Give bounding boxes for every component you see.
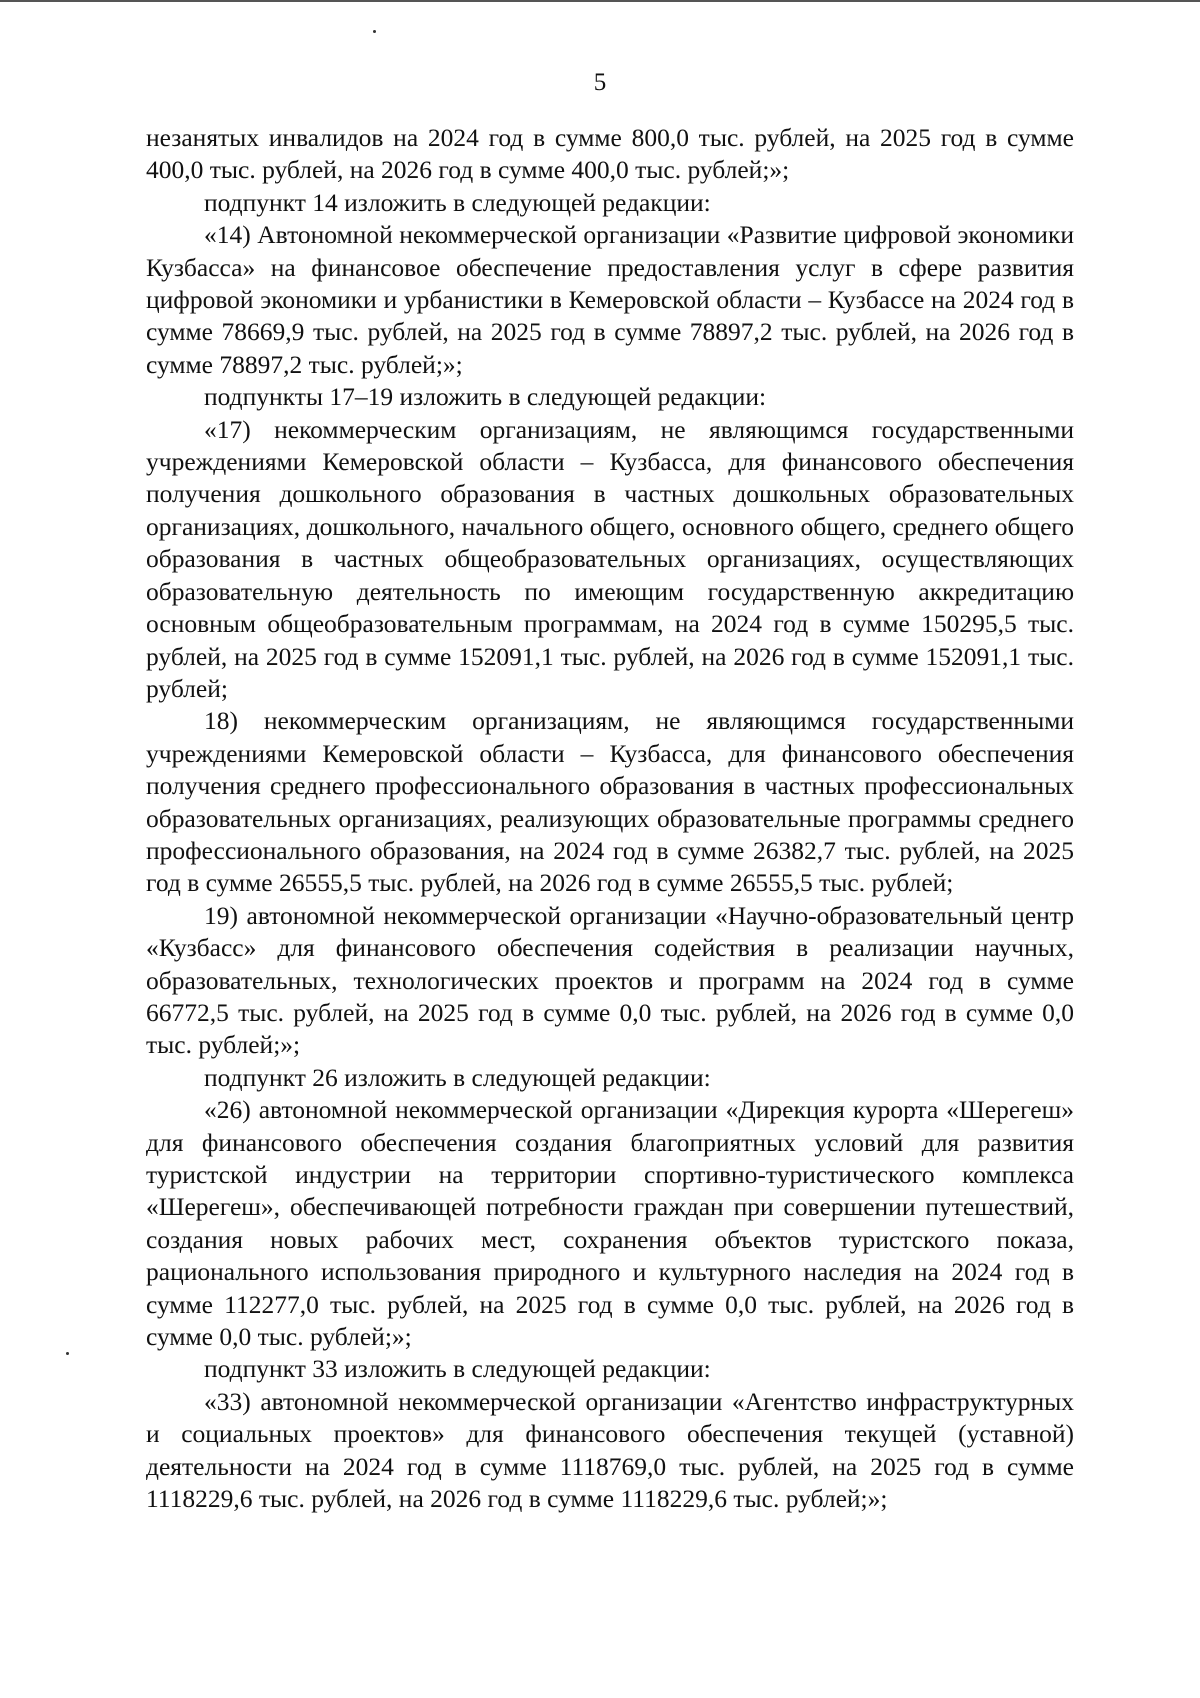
scan-speck: [373, 30, 376, 33]
scan-speck: [66, 1352, 69, 1355]
paragraph-subitem-19: 19) автономной некоммерческой организации «Научно-образовательный центр «Кузбасс» для финансового обеспечения содействия в реализации научных, образовательных, технологических проектов и программ на 2024 год в сумме 66772,5 тыс. рублей, на 2025 год в сумме 0,0 тыс. рублей, на 2026 год в сумме 0,0 тыс. рублей;»;: [146, 900, 1074, 1060]
page-number: 5: [593, 69, 607, 96]
paragraph-instruction-33: подпункт 33 изложить в следующей редакции:: [204, 1354, 711, 1384]
paragraph-subitem-33: «33) автономной некоммерческой организации «Агентство инфраструктурных и социальных проектов» для финансового обеспечения текущей (уставной) деятельности на 2024 год в сумме 1118769,0 тыс. рублей, на 2025 год в сумме 1118229,6 тыс. рублей, на 2026 год в сумме 1118229,6 тыс. рублей;»;: [146, 1386, 1074, 1514]
scan-top-edge: [0, 0, 1200, 2]
paragraph-subitem-26: «26) автономной некоммерческой организации «Дирекция курорта «Шерегеш» для финансового обеспечения создания благоприятных условий для развития туристской индустрии на территории спортивно-туристического комплекса «Шерегеш», обеспечивающей потребности граждан при совершении путешествий, создания новых рабочих мест, сохранения объектов туристского показа, рационального использования природного и культурного наследия на 2024 год в сумме 112277,0 тыс. рублей, на 2025 год в сумме 0,0 тыс. рублей, на 2026 год в сумме 0,0 тыс. рублей;»;: [146, 1095, 1074, 1352]
paragraph-subitem-18: 18) некоммерческим организациям, не являющимся государственными учреждениями Кемеровской области – Кузбасса, для финансового обеспечения получения среднего профессионального образования в частных профессиональных образовательных организациях, реализующих образовательные программы среднего профессионального образования, на 2024 год в сумме 26382,7 тыс. рублей, на 2025 год в сумме 26555,5 тыс. рублей, на 2026 год в сумме 26555,5 тыс. рублей;: [146, 706, 1074, 898]
paragraph-instruction-17-19: подпункты 17–19 изложить в следующей редакции:: [204, 382, 767, 412]
document-body: [146, 122, 1074, 1515]
paragraph-continuation: незанятых инвалидов на 2024 год в сумме 800,0 тыс. рублей, на 2025 год в сумме 400,0 тыс. рублей, на 2026 год в сумме 400,0 тыс. рублей;»;: [146, 123, 1074, 185]
paragraph-instruction-14: подпункт 14 изложить в следующей редакции:: [204, 187, 711, 217]
paragraph-instruction-26: подпункт 26 изложить в следующей редакции:: [204, 1062, 711, 1092]
paragraph-subitem-17: «17) некоммерческим организациям, не являющимся государственными учреждениями Кемеровской области – Кузбасса, для финансового обеспечения получения дошкольного образования в частных дошкольных образовательных организациях, дошкольного, начального общего, основного общего, среднего общего образования в частных общеобразовательных организациях, осуществляющих образовательную деятельность по имеющим государственную аккредитацию основным общеобразовательным программам, на 2024 год в сумме 150295,5 тыс. рублей, на 2025 год в сумме 152091,1 тыс. рублей, на 2026 год в сумме 152091,1 тыс. рублей;: [146, 414, 1074, 703]
paragraph-subitem-14: «14) Автономной некоммерческой организации «Развитие цифровой экономики Кузбасса» на финансовое обеспечение предоставления услуг в сфере развития цифровой экономики и урбанистики в Кемеровской области – Кузбассе на 2024 год в сумме 78669,9 тыс. рублей, на 2025 год в сумме 78897,2 тыс. рублей, на 2026 год в сумме 78897,2 тыс. рублей;»;: [146, 220, 1074, 379]
